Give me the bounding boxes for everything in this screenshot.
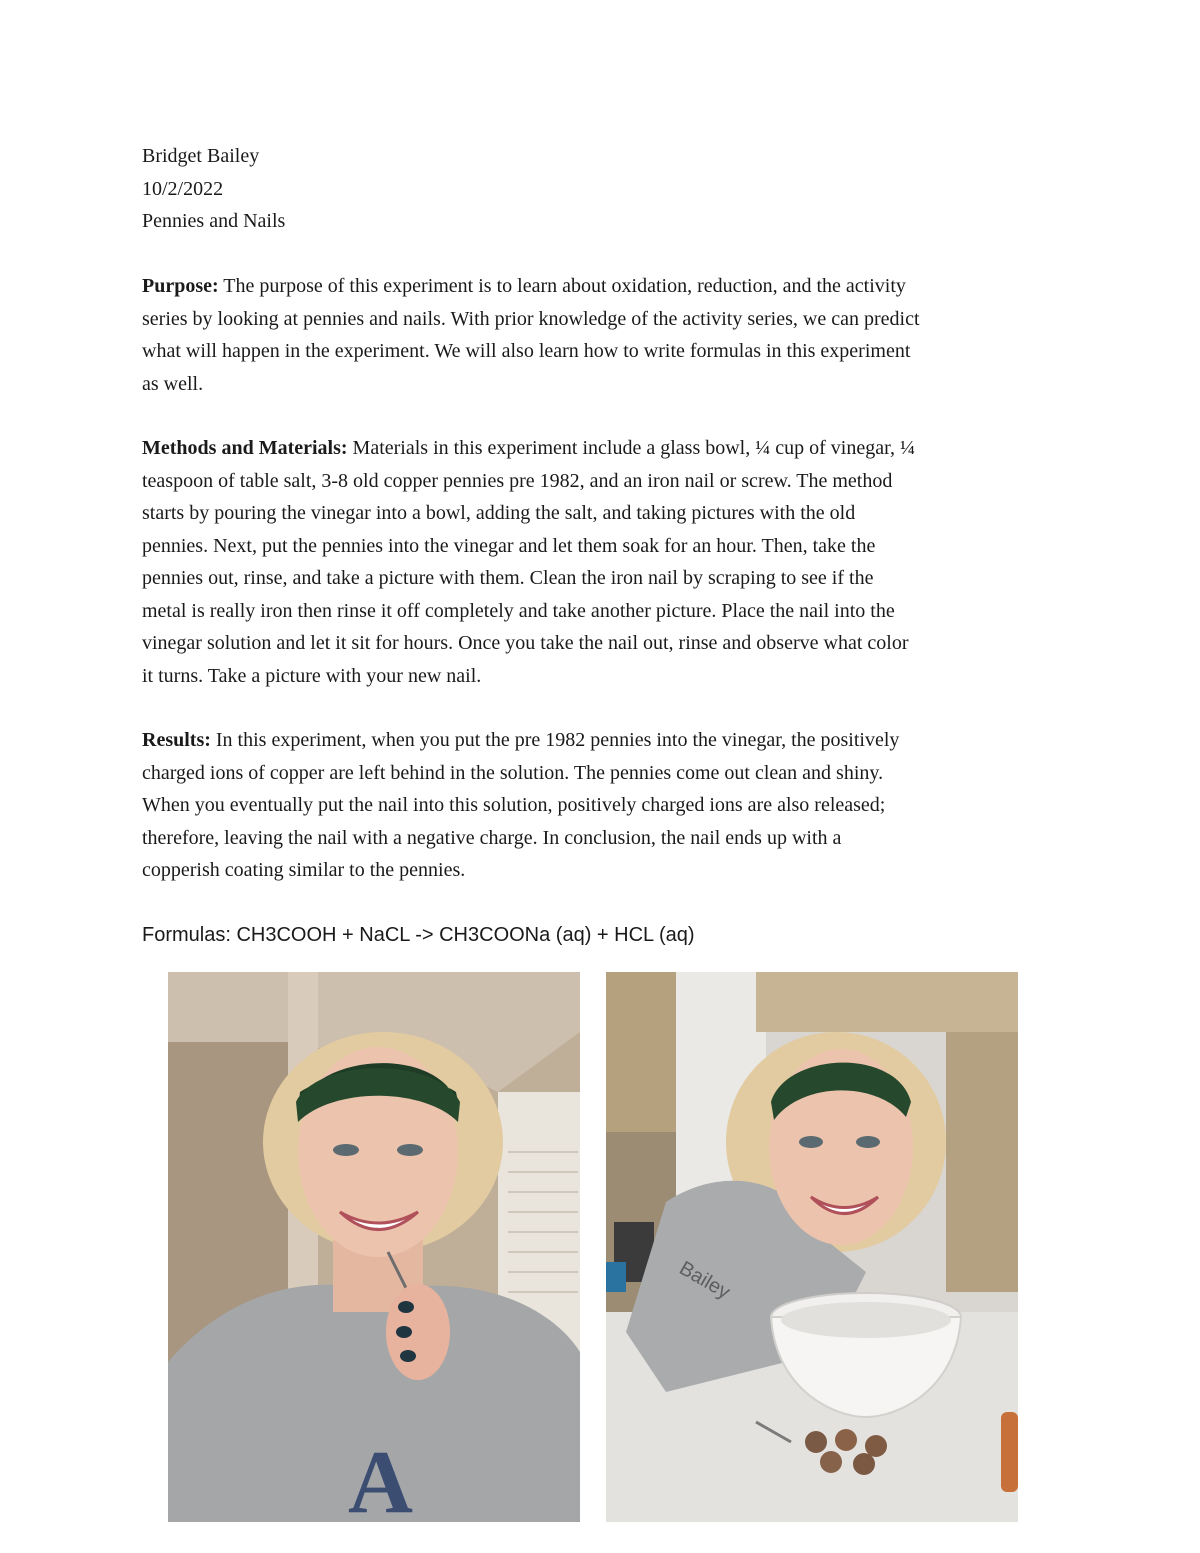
results-line: therefore, leaving the nail with a negative charge. In conclusion, the nail ends up with a [142,826,842,849]
photo-selfie-with-bowl-image [606,972,1018,1522]
results-line: charged ions of copper are left behind in the solution. The pennies come out clean and shiny. [142,761,884,784]
report-date: 10/2/2022 [142,177,224,200]
photo-selfie-with-nail [168,972,580,1522]
results-label: Results: [142,729,211,751]
results-line: When you eventually put the nail into this solution, positively charged ions are also released; [142,794,886,816]
methods-line: it turns. Take a picture with your new nail. [142,664,482,687]
methods-line: starts by pouring the vinegar into a bowl, adding the salt, and taking pictures with the old [142,502,856,524]
document-header [142,140,1062,238]
purpose-line [142,270,1062,303]
author-name: Bridget Bailey [142,145,260,167]
purpose-line: as well. [142,372,204,395]
photo-selfie-with-nail-image [168,972,580,1522]
results-line [142,724,1062,757]
methods-line: metal is really iron then rinse it off completely and take another picture. Place the nail into the [142,599,895,622]
results-text: In this experiment, when you put the pre 1982 pennies into the vinegar, the positively [210,729,900,751]
methods-label: Methods and Materials: [142,437,348,459]
methods-line: vinegar solution and let it sit for hours. Once you take the nail out, rinse and observe what color [142,632,909,654]
results-line: copperish coating similar to the pennies. [142,859,466,881]
purpose-line: what will happen in the experiment. We will also learn how to write formulas in this experiment [142,340,911,362]
methods-text: Materials in this experiment include a glass bowl, ¼ cup of vinegar, ¼ [347,437,915,459]
methods-line: teaspoon of table salt, 3-8 old copper pennies pre 1982, and an iron nail or screw. The method [142,469,893,492]
photo-selfie-with-bowl [606,972,1018,1522]
sweatshirt-lettering: A [348,1433,413,1522]
purpose-line: series by looking at pennies and nails. With prior knowledge of the activity series, we can predict [142,307,920,330]
purpose-section [142,270,1062,400]
methods-line: pennies out, rinse, and take a picture with them. Clean the iron nail by scraping to see if the [142,567,874,589]
methods-line [142,432,1062,465]
methods-section [142,432,1062,692]
report-title: Pennies and Nails [142,210,286,232]
formulas-line: Formulas: CH3COOH + NaCL -> CH3COONa (aq) + HCL (aq) [142,924,695,946]
methods-line: pennies. Next, put the pennies into the vinegar and let them soak for an hour. Then, take the [142,534,876,557]
results-section [142,724,1062,887]
purpose-text: The purpose of this experiment is to learn about oxidation, reduction, and the activity [218,275,906,297]
sweatshirt-lettering: Bailey [675,1257,734,1304]
purpose-label: Purpose: [142,275,219,297]
